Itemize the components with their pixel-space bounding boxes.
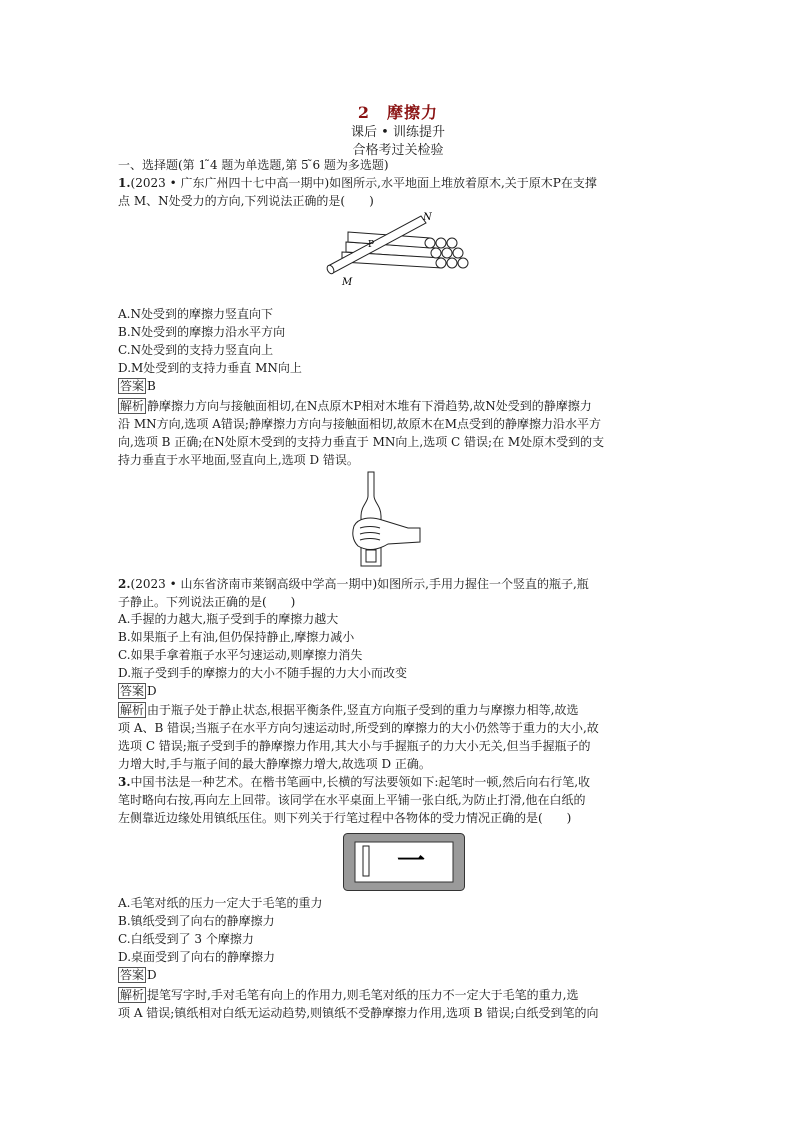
q2-option-c: C.如果手拿着瓶子水平匀速运动,则摩擦力消失 [118, 648, 363, 662]
q1-analysis-text1: 静摩擦力方向与接触面相切,在N点原木P相对木堆有下滑趋势,故N处受到的静摩擦力 [147, 399, 592, 413]
calligraphy-desk-figure [343, 833, 465, 891]
label-n: N [423, 212, 432, 223]
log-pile-figure [326, 210, 476, 290]
q3-option-c: C.白纸受到了 3 个摩擦力 [118, 932, 254, 946]
q1-option-c: C.N处受到的支持力竖直向上 [118, 343, 274, 357]
q2-number: 2. [118, 577, 131, 591]
page-title: 2 摩擦力 [357, 103, 439, 122]
q1-analysis-line1 [118, 397, 592, 415]
q3-answer [118, 966, 157, 984]
q2-answer [118, 682, 157, 700]
q2-stem-text1: (2023 • 山东省济南市莱钢高级中学高一期中)如图所示,手用力握住一个竖直的瓶子,瓶 [130, 577, 589, 591]
q1-option-b: B.N处受到的摩擦力沿水平方向 [118, 325, 286, 339]
q1-stem-text1: (2023 • 广东广州四十七中高一期中)如图所示,水平地面上堆放着原木,关于原木P在支撑 [130, 176, 597, 190]
q1-number: 1. [118, 176, 131, 190]
q2-analysis-line1 [118, 701, 578, 719]
q1-stem-line1 [118, 174, 597, 192]
answer-tag: 答案 [120, 968, 145, 982]
q3-stem-text1: 中国书法是一种艺术。在楷书笔画中,长横的写法要领如下:起笔时一顿,然后向右行笔,收 [130, 775, 591, 789]
q2-option-b: B.如果瓶子上有油,但仍保持静止,摩擦力减小 [118, 630, 355, 644]
q2-analysis-line3: 选项 C 错误;瓶子受到手的静摩擦力作用,其大小与手握瓶子的力大小无关,但当手握瓶子的 [118, 739, 591, 753]
analysis-tag: 解析 [120, 988, 145, 1002]
analysis-tag: 解析 [120, 703, 145, 717]
q3-analysis-text1: 提笔写字时,手对毛笔有向上的作用力,则毛笔对纸的压力不一定大于毛笔的重力,选 [147, 988, 579, 1002]
answer-tag: 答案 [120, 379, 145, 393]
q3-answer-value: D [147, 968, 157, 982]
q3-number: 3. [118, 775, 131, 789]
q1-stem-line2: 点 M、N处受力的方向,下列说法正确的是( ) [118, 194, 374, 208]
q1-answer [118, 377, 156, 395]
q1-option-d: D.M处受到的支持力垂直 MN向上 [118, 361, 302, 375]
section-heading: 一、选择题(第 1 ̃4 题为单选题,第 5 ̃6 题为多选题) [118, 158, 389, 172]
label-p: P [368, 240, 375, 250]
q3-option-a: A.毛笔对纸的压力一定大于毛笔的重力 [118, 896, 323, 910]
q3-stem-line3: 左侧靠近边缘处用镇纸压住。则下列关于行笔过程中各物体的受力情况正确的是( ) [118, 811, 572, 825]
q1-analysis-line4: 持力垂直于水平地面,竖直向上,选项 D 错误。 [118, 453, 359, 467]
calligraphy-char: 一 [396, 844, 426, 877]
q1-analysis-line3: 向,选项 B 正确;在N处原木受到的支持力垂直于 MN向上,选项 C 错误;在 M处原木受到的支 [118, 435, 605, 449]
q3-stem-line2: 笔时略向右按,再向左上回带。该同学在水平桌面上平铺一张白纸,为防止打滑,他在白纸的 [118, 793, 586, 807]
label-m: M [342, 277, 353, 288]
q3-analysis-line1 [118, 986, 578, 1004]
q2-analysis-line2: 项 A、B 错误;当瓶子在水平方向匀速运动时,所受到的摩擦力的大小仍然等于重力的大小,故 [118, 721, 599, 735]
q2-stem-line2: 子静止。下列说法正确的是( ) [118, 595, 296, 609]
page-subtitle: 课后 • 训练提升 [351, 125, 445, 140]
q3-stem-line1 [118, 773, 590, 791]
q2-analysis-text1: 由于瓶子处于静止状态,根据平衡条件,竖直方向瓶子受到的重力与摩擦力相等,故选 [147, 703, 579, 717]
section-subtitle: 合格考过关检验 [352, 143, 444, 158]
q1-answer-value: B [147, 379, 156, 393]
q2-option-a: A.手握的力越大,瓶子受到手的摩擦力越大 [118, 612, 339, 626]
q3-option-b: B.镇纸受到了向右的静摩擦力 [118, 914, 275, 928]
q3-analysis-line2: 项 A 错误;镇纸相对白纸无运动趋势,则镇纸不受静摩擦力作用,选项 B 错误;白纸受到笔的向 [118, 1006, 599, 1020]
answer-tag: 答案 [120, 684, 145, 698]
q2-stem-line1 [118, 575, 589, 593]
q2-analysis-line4: 力增大时,手与瓶子间的最大静摩擦力增大,故选项 D 正确。 [118, 757, 431, 771]
q2-answer-value: D [147, 684, 157, 698]
analysis-tag: 解析 [120, 399, 145, 413]
q1-analysis-line2: 沿 MN方向,选项 A错误;静摩擦力方向与接触面相切,故原木在M点受到的静摩擦力沿水平方 [118, 417, 602, 431]
q2-option-d: D.瓶子受到手的摩擦力的大小不随手握的力大小而改变 [118, 666, 408, 680]
q3-option-d: D.桌面受到了向右的静摩擦力 [118, 950, 276, 964]
q1-option-a: A.N处受到的摩擦力竖直向下 [118, 307, 273, 321]
bottle-hand-figure [348, 470, 423, 570]
